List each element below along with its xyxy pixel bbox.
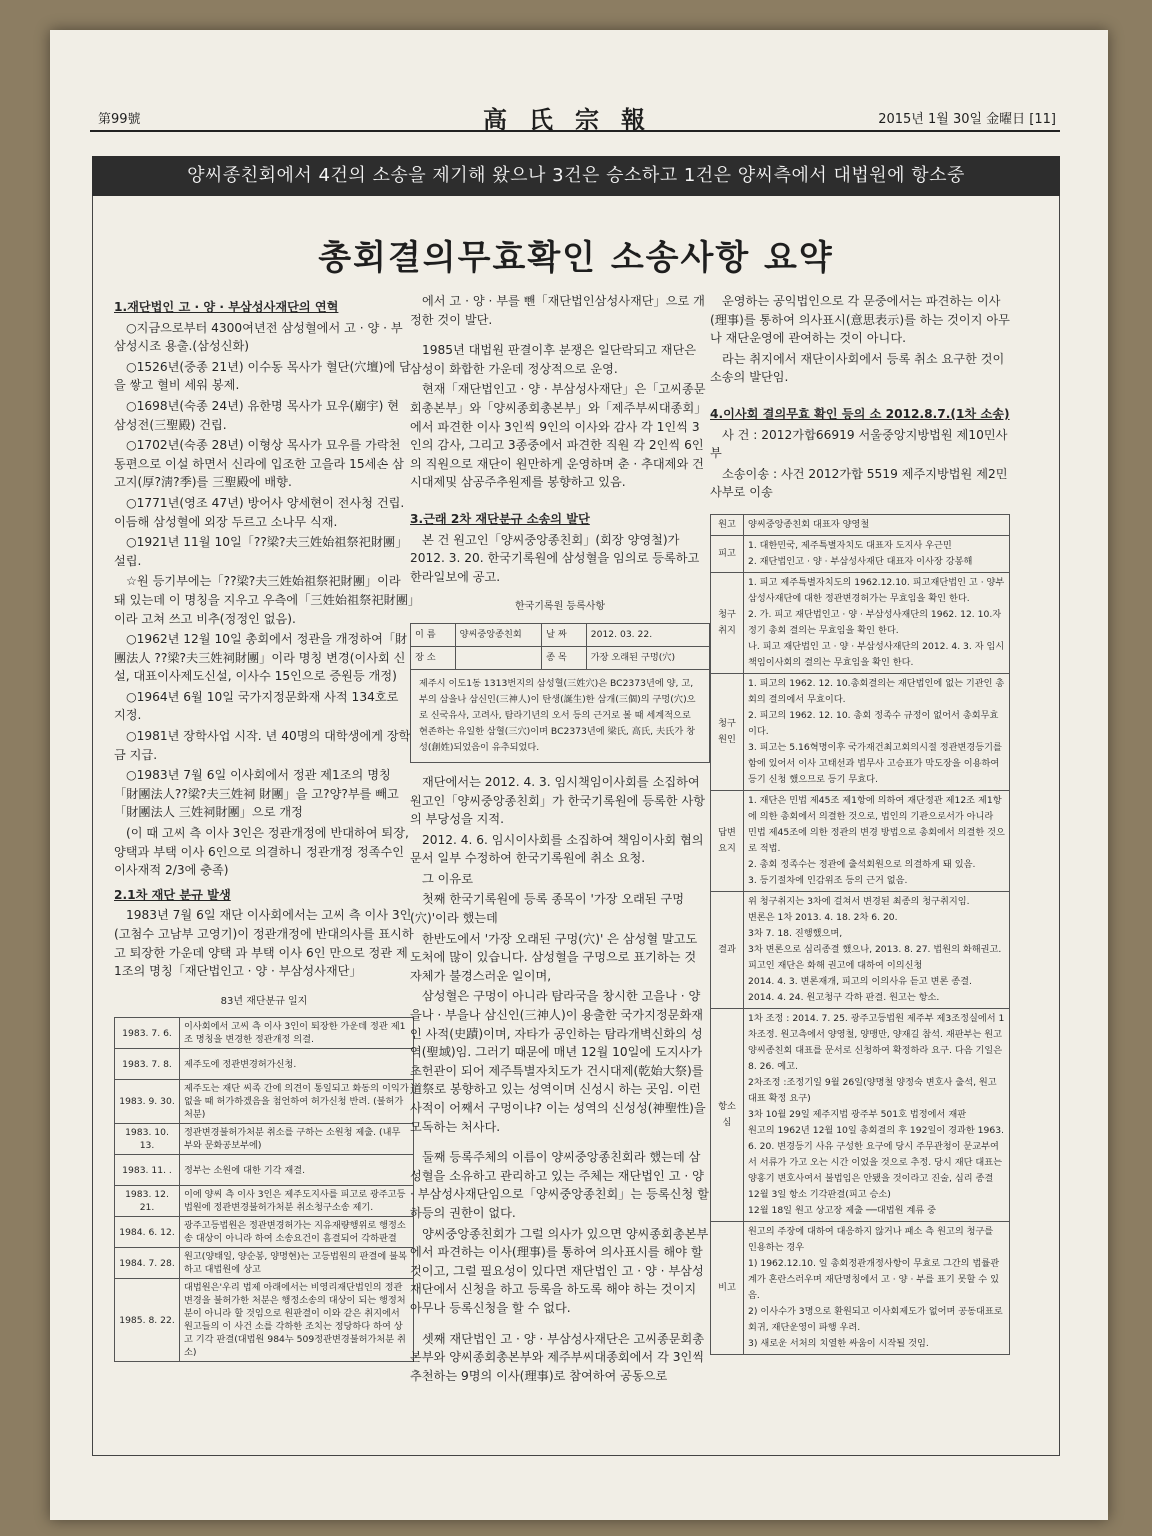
row-text: 제주도는 재단 씨족 간에 의견이 통일되고 화동의 이익가 없을 때 허가하겠음을 첨언하여 허가신청 반려. (불허가 처분) [180,1080,414,1124]
paragraph: ○1983년 7월 6일 이사회에서 정관 제1조의 명칭「財團法人??梁?夫三姓祠 財團」을 고?양?부를 빼고「財團法人 三姓祠財團」으로 개정 [114,768,399,820]
row-date: 1983. 9. 30. [115,1080,180,1124]
row-key: 원고 [711,514,744,535]
table-row [115,1186,414,1217]
row-text: 광주고등법원은 정관변경허가는 지유재량행위로 행정소송 대상이 아니라 하여 소송요건이 흠결되어 각하판결 [180,1217,414,1248]
row-line: 1. 대한민국, 제주특별자치도 대표자 도지사 우근민 [748,539,952,551]
row-text: 원고(양태일, 양순봉, 양명현)는 고등법원의 판결에 불복하고 대법원에 상고 [180,1248,414,1279]
row-line: 2) 이사수가 3명으로 환원되고 이사회제도가 없어며 공동대표로 회귀, 재단운영이 파행 우려. [748,1305,1003,1333]
table-row [115,1080,414,1124]
row-date: 1983. 10. 13. [115,1124,180,1155]
row-line: 2차조정 :조정기일 9월 26일(양명철 양정숙 변호사 출석, 원고 대표 확정 요구) [748,1076,997,1104]
paragraph: 삼성혈은 구멍이 아니라 탐라국을 창시한 고을나 · 양을나 · 부을나 삼신인(三神人)이 용출한 국가지정문화재인 사적(史蹟)이며, 자타가 공인하는 탐라개벽신화의 성역(聖域)임. 그러기 때문에 매년 12월 10일에 도지사가 초헌관이 되어 제주특별자치도가 건시대제(乾始大祭)를 道祭로 봉향하고 있는 성역이며 신성시 하는 곳임. 이런 사적이 어째서 구멍이냐? 이는 성역의 신성성(神聖性)을 모독하는 처사다. [410,989,706,1134]
paragraph: ○1702년(숙종 28년) 이형상 목사가 묘우를 가락천 동편으로 이설 하면서 신라에 입조한 고을라 15세손 삼고지(厚?淸?季)를 三聖殿에 배향. [114,438,404,490]
table-row [115,1049,414,1080]
row-line: 2. 피고의 1962. 12. 10. 총회 정족수 규정이 없어서 총회무효이다. [748,709,999,737]
subheadline-banner: 양씨종친회에서 4건의 소송을 제기해 왔으나 3건은 승소하고 1건은 양씨측에서 대법원에 항소중 [92,156,1060,196]
paragraph: 소송이송 : 사건 2012가합 5519 제주지방법원 제2민사부로 이송 [710,466,1008,500]
table-row [711,1008,1010,1221]
row-line: 원고의 1962년 12월 10일 총회결의 후 192일이 경과한 1963. 6. 20. 변경등기 사유 구성한 요구에 당시 주무관청이 문교부여서 서류가 가고 오는 시간 이었을 것으로 추정. 당시 재단 대표는 양홍기 변호사여서 불법임은 안됐을 것이라고 진술, 심리 종결 [748,1124,1004,1184]
row-date: 1984. 6. 12. [115,1217,180,1248]
lawsuit-summary-table [710,514,1010,1355]
row-key: 피고 [711,535,744,572]
row-line: 3. 등기절차에 인감위조 등의 근거 없음. [748,874,908,886]
paragraph: 그 이유로 [422,871,473,886]
row-line: 1. 피고 제주특별자치도의 1962.12.10. 피고재단법인 고 · 양부삼성사재단에 대한 정관변경허가는 무효임을 확인 한다. [748,576,1005,604]
row-line: 3) 새로운 서처의 치열한 싸움이 시작될 것임. [748,1337,929,1349]
registry-body: 제주시 이도1동 1313번지의 삼성혈(三姓穴)은 BC2373년에 양, 고, 부의 삼을나 삼신인(三神人)이 탄생(誕生)한 삼개(三個)의 구멍(穴)으로 신국유사, 고려사, 탐라기년의 오서 등의 근거로 볼 때 세계적으로 현존하는 유일한 삼혈(三穴)이며 BC2373년에 梁氏, 高氏, 夫氏가 창성(創姓)되었음이 유추되었다. [411,669,710,762]
row-line: 3. 피고는 5.16혁명이후 국가재건최고회의시절 정관변경등기를 함에 있어서 이사 고태선과 법무사 고승표가 막도장을 이용하여 등기 신청 했으므로 등기 무효다. [748,741,1002,785]
newspaper-page [50,30,1108,1520]
row-line: 3차 7. 18. 진행했으며, [748,927,843,939]
row-line: 나. 피고 재단법인 고 · 양 · 부삼성사재단의 2012. 4. 3. 자 임시 책임이사회의 결의는 무효임을 확인 한다. [748,640,1005,668]
section-1-heading: 1.재단법인 고 · 양 · 부삼성사재단의 연혁 [114,300,339,314]
row-line: 위 청구취지는 3차에 걸쳐서 변경된 최종의 청구취지임. [748,895,970,907]
issue-number: 第99號 [98,112,141,127]
date-value: 2012. 03. 22. [586,623,709,646]
paragraph: 2012. 4. 6. 임시이사회를 소집하여 책임이사회 협의문서 일부 수정하여 한국기록원에 취소 요청. [410,832,704,866]
paragraph: ○1921년 11월 10일「??梁?夫三姓始祖祭祀財團」설립. [114,535,408,568]
table-row [411,623,710,646]
row-line: 2. 재단법인고 · 양 · 부삼성사재단 대표자 이사장 강봉해 [748,555,973,567]
row-line: 1) 1962.12.10. 일 총회정관개정사항이 무효로 그간의 법률관계가 혼란스러우며 재단명칭에서 고 · 양 · 부를 표기 못할 수 있음. [748,1257,1000,1301]
section-2-heading: 2.1차 재단 분규 발생 [114,887,231,902]
paragraph: ○1981년 장학사업 시작. 년 40명의 대학생에게 장학금 지급. [114,729,411,762]
row-line: 2014. 4. 3. 변론재개, 피고의 이의사유 듣고 변론 종결. [748,975,972,987]
table-row [115,1018,414,1049]
place-value [455,646,542,669]
table-row [411,669,710,762]
paragraph: 사 건 : 2012가합66919 서울중앙지방법원 제10민사부 [710,427,1008,461]
paragraph: 본 건 원고인「양씨중앙종친회」(회장 양영철)가 2012. 3. 20. 한국기록원에 삼성혈을 임의로 등록하고 한라일보에 공고. [410,532,700,584]
registry-title: 한국기록원 등록사항 [514,601,606,613]
row-line: 변론은 1차 2013. 4. 18. 2차 6. 20. [748,911,898,923]
row-line: 1차 조정 : 2014. 7. 25. 광주고등법원 제주부 제3조정실에서 1차조정. 원고측에서 양영철, 양맹만, 양재길 참석. 재판부는 원고양씨종친회 대표를 문서로 신청하여 확정하라 요구. 다음 기일은 8. 26. 예고. [748,1012,1005,1072]
row-key: 청구 원인 [711,673,744,790]
row-date: 1985. 8. 22. [115,1279,180,1362]
row-line: 2014. 4. 24. 원고청구 각하 판결. 원고는 항소. [748,991,940,1003]
table-row [711,572,1010,673]
name-label: 이 름 [411,623,456,646]
row-line: 양씨중앙종친회 대표자 양영철 [748,518,870,530]
row-line: 원고의 주장에 대하여 대응하지 않거나 패소 측 원고의 청구를 인용하는 경우 [748,1225,994,1253]
paragraph: 양씨중앙종친회가 그럴 의사가 있으면 양씨종회총본부에서 파견하는 이사(理事)를 통하여 의사표시를 해야 할 것이고, 그럴 필요성이 있다면 재단법인 고 · 양 · 부삼성재단에서 신청을 하고 등록을 하도록 해야 하는 것이지 아무나 등록신청을 할 수 없다. [410,1226,709,1315]
paragraph: ○1962년 12월 10일 총회에서 정관을 개정하여「財團法人 ??梁?夫三姓祠財團」이라 명칭 변경(이사회 신설, 대표이사제도신설, 이사수 15인으로 증원등 개정) [114,632,408,684]
paragraph: 한반도에서 '가장 오래된 구멍(穴)' 은 삼성혈 말고도 도처에 많이 있습니다. 삼성혈을 구멍으로 표기하는 것 자체가 불경스러운 일이며, [410,931,698,983]
row-line: 12월 18일 원고 상고장 제출 ──대법원 계류 중 [748,1204,937,1216]
row-line: 2. 가. 피고 재단법인고 · 양 · 부삼성사재단의 1962. 12. 10.자 정기 총회 결의는 무효임을 확인 한다. [748,608,1002,636]
row-key: 답변 요지 [711,790,744,891]
row-date: 1983. 7. 8. [115,1049,180,1080]
item-label: 종 목 [542,646,587,669]
row-text: 정관변경불허가처분 취소를 구하는 소원청 제출. (내무부와 문화공보부에) [180,1124,414,1155]
paragraph: ○지금으로부터 4300여년전 삼성혈에서 고 · 양 · 부 삼성시조 용출.(삼성신화) [114,320,403,354]
row-line: 12월 3일 항소 기각판결(피고 승소) [748,1188,891,1200]
newspaper-title: 高氏宗報 [483,105,667,134]
dispute-log-table [114,1017,414,1362]
table-row [115,1155,414,1186]
row-line: 피고인 재단은 화해 권고에 대하여 이의신청 [748,959,923,971]
table-row [711,514,1010,535]
name-value: 양씨중앙종친회 [455,623,542,646]
row-line: 1. 피고의 1962. 12. 10.총회결의는 재단법인에 없는 기관인 총회의 결의에서 무효이다. [748,677,1005,705]
table-row [711,891,1010,1008]
dispute-log-title: 83년 재단분규 일지 [220,995,308,1007]
row-line: 3차 10월 29일 제주지법 광주부 501호 법정에서 재판 [748,1108,967,1120]
row-line: 1. 재단은 민법 제45조 제1항에 의하여 재단정관 제12조 제1항에 의한 총회에서 의결한 것으로, 법인의 기관으로서가 아니라 민법 제45조에 의한 정관의 변경 방법으로 총회에서 의결한 것으로 적법. [748,794,1005,854]
paragraph: 1985년 대법원 판결이후 분쟁은 일단락되고 재단은 삼성이 화합한 가운데 정상적으로 운영. [410,343,697,376]
paragraph: ○1526년(중종 21년) 이수동 목사가 혈단(穴壇)에 담을 쌓고 혈비 세워 봉제. [114,359,411,393]
registry-table [410,623,710,763]
masthead [90,104,1060,156]
section-3-heading: 3.근래 2차 재단분규 소송의 발단 [410,511,590,526]
paragraph: 첫째 한국기록원에 등록 종목이 '가장 오래된 구멍(穴)'이라 했는데 [410,892,685,926]
issue-date: 2015년 1월 30일 金曜日 [11] [878,112,1056,127]
paragraph: (이 때 고씨 측 이사 3인은 정관개정에 반대하여 퇴장, 양택과 부택 이사 6인으로 의결하니 정관개정 정족수인 이사재적 2/3에 충족) [114,826,409,878]
row-line: 2. 총회 정족수는 정관에 출석회원으로 의결하게 돼 있음. [748,858,976,870]
row-text: 대법원은'우리 법제 아래에서는 비영리재단법인의 정관변경을 불허가한 처분은 행정소송의 대상이 되는 행정처분이 아니라 할 것임으로 원판결이 이와 같은 취지에서 원고들의 이 사건 소를 각하한 조치는 정당하다 하여 상고 기각 판결(대법원 984누 509정관변경불허가처분 취소) [180,1279,414,1362]
main-headline: 총회결의무효확인 소송사항 요약 [318,238,834,278]
paragraph: ○1964년 6월 10일 국가지정문화재 사적 134호로 지정. [114,689,399,723]
table-row [115,1279,414,1362]
row-key: 결과 [711,891,744,1008]
paragraph: ○1771년(영조 47년) 방어사 양세현이 전사청 건립. 이듬해 삼성혈에 외장 두르고 소나무 식재. [114,495,405,529]
column-1 [114,292,414,1362]
row-text: 이에 양씨 측 이사 3인은 제주도지사를 피고로 광주고등법원에 정관변경불허가처분 취소청구소송 제기. [180,1186,414,1217]
paragraph: 운영하는 공익법인으로 각 문중에서는 파견하는 이사(理事)를 통하여 의사표시(意思表示)를 하는 것이지 아무나 재단운영에 관여하는 것이 아니다. [710,294,1010,346]
row-date: 1983. 12. 21. [115,1186,180,1217]
paragraph: 재단에서는 2012. 4. 3. 임시책임이사회를 소집하여 원고인「양씨중앙종친회」가 한국기록원에 등록한 사항의 부당성을 지적. [410,774,706,827]
section-4-heading: 4.이사회 결의무효 확인 등의 소 2012.8.7.(1차 소송) [710,406,1010,421]
row-date: 1983. 11. . [115,1155,180,1186]
column-3 [710,292,1010,1355]
row-key: 비고 [711,1221,744,1354]
masthead-rule [90,130,1060,132]
row-text: 제주도에 정관변경허가신청. [180,1049,414,1080]
table-row [115,1248,414,1279]
paragraph: ○1698년(숙종 24년) 유한명 목사가 묘우(廟宇) 현 삼성전(三聖殿) 건립. [114,398,399,432]
table-row [115,1217,414,1248]
row-date: 1983. 7. 6. [115,1018,180,1049]
paragraph: 현재「재단법인고 · 양 · 부삼성사재단」은「고씨종문회총본부」와「양씨종회총본부」와「제주부씨대종회」에서 파견한 이사 3인씩 9인의 이사와 감사 각 1인씩 3인의 감사, 그리고 3종중에서 파견한 직원 각 2인씩 6인의 직원으로 재단이 원만하게 운영하며 춘 · 추대제와 건시대제및 삼공주추원제를 봉향하고 있음. [410,382,707,490]
row-key: 항소 심 [711,1008,744,1221]
paragraph: 1983년 7월 6일 재단 이사회에서는 고씨 측 이사 3인(고첨수 고남부 고영기)이 정관개정에 반대의사를 표시하고 퇴장한 가운데 양택 과 부택 이사 6인 만으로 정관 제 1조의 명칭「재단법인고 · 양 · 부삼성사재단」 [114,908,414,979]
row-text: 이사회에서 고씨 측 이사 3인이 퇴장한 가운데 정관 제1조 명칭을 변경한 정관개정 의결. [180,1018,414,1049]
item-value: 가장 오래된 구멍(穴) [586,646,709,669]
table-row [711,673,1010,790]
paragraph: 셋째 재단법인 고 · 양 · 부삼성사재단은 고씨종문회총본부와 양씨종회총본부와 제주부씨대종회에서 각 3인씩 추천하는 9명의 이사(理事)로 참여하여 공동으로 [410,1331,705,1383]
table-row [411,646,710,669]
paragraph: 에서 고 · 양 · 부를 뺀「재단법인삼성사재단」으로 개정한 것이 발단. [410,294,705,327]
row-date: 1984. 7. 28. [115,1248,180,1279]
row-text: 정부는 소원에 대한 기각 재결. [180,1155,414,1186]
paragraph: 둘째 등록주체의 이름이 양씨중앙종친회라 했는데 삼성혈을 소유하고 관리하고 있는 주체는 재단법인 고 · 양 · 부삼성사재단임으로「양씨중앙종친회」는 등록신청 할 하등의 권한이 없다. [410,1150,709,1220]
column-2 [410,292,710,1387]
table-row [115,1124,414,1155]
paragraph: 라는 취지에서 재단이사회에서 등록 취소 요구한 것이 소송의 발단임. [710,351,1005,385]
table-row [711,790,1010,891]
table-row [711,1221,1010,1354]
row-key: 청구 취지 [711,572,744,673]
date-label: 날 짜 [542,623,587,646]
place-label: 장 소 [411,646,456,669]
table-row [711,535,1010,572]
row-line: 3차 변론으로 심리종결 했으나, 2013. 8. 27. 법원의 화해권고. [748,943,1002,955]
paragraph: ☆원 등기부에는「??梁?夫三姓始祖祭祀財團」이라 돼 있는데 이 명칭을 지우고 우측에「三姓始祖祭祀財團」이라 고쳐 쓰고 비추(정정인 없음). [114,574,414,626]
